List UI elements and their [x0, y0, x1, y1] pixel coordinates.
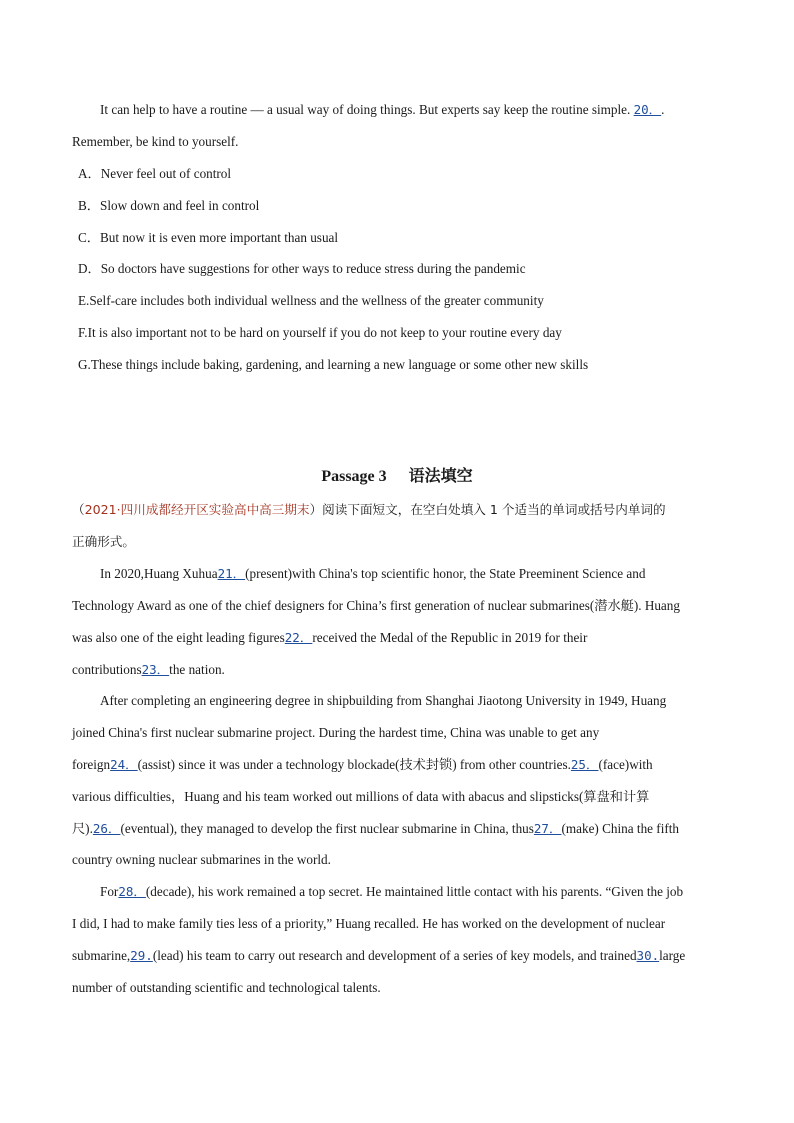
blank-30[interactable]: 30. [636, 948, 660, 963]
option-c[interactable]: C．But now it is even more important than usual [78, 230, 339, 245]
blank-23[interactable]: 23． [141, 662, 170, 677]
passage-line: joined China's first nuclear submarine project. During the hardest time, China was unable to get any [72, 725, 600, 740]
passage-text: (present)with China's top scientific honor, the State Preeminent Science and [245, 566, 646, 581]
passage-text: 尺). [72, 821, 93, 836]
passage-text: (face)with [598, 757, 653, 772]
passage-text: For [100, 884, 119, 899]
passage-line [72, 755, 724, 775]
option-a[interactable]: A．Never feel out of control [78, 166, 232, 181]
blank-29[interactable]: 29. [130, 948, 153, 963]
passage-line: various difficulties，Huang and his team worked out millions of data with abacus and slipsticks(算盘和计算 [72, 789, 650, 804]
passage-text: received the Medal of the Republic in 2019 for their [312, 630, 588, 645]
blank-22[interactable]: 22． [284, 630, 313, 645]
blank-27[interactable]: 27． [533, 821, 562, 836]
passage-text: foreign [72, 757, 111, 772]
blank-28[interactable]: 28． [118, 884, 146, 899]
blank-25[interactable]: 25． [570, 757, 599, 772]
instructions-cont: 正确形式。 [72, 534, 135, 549]
paren: ） [309, 502, 323, 517]
section-title [0, 463, 794, 486]
passage-text: the nation. [169, 662, 225, 677]
passage-text: (eventual), they managed to develop the first nuclear submarine in China, thus [120, 821, 534, 836]
passage-line: number of outstanding scientific and technological talents. [72, 980, 381, 995]
title-cn: 语法填空 [408, 468, 473, 485]
passage-text: In 2020,Huang Xuhua [100, 566, 218, 581]
passage-paragraph: Remember, be kind to yourself. [72, 134, 239, 149]
option-d[interactable]: D．So doctors have suggestions for other ways to reduce stress during the pandemic [78, 261, 526, 276]
instruction-text: 阅读下面短文，在空白处填入 1 个适当的单词或括号内单词的 [322, 502, 666, 517]
blank-21[interactable]: 21． [217, 566, 246, 581]
passage-line: Technology Award as one of the chief designers for China’s first generation of nuclear submarines(潜水艇). Huang [72, 598, 680, 613]
passage-text: It can help to have a routine — a usual way of doing things. But experts say keep the routine simple. [100, 102, 631, 117]
passage-line: After completing an engineering degree in shipbuilding from Shanghai Jiaotong University in 1949, Huang [100, 693, 667, 708]
passage-text: (make) China the fifth [561, 821, 680, 836]
passage-line [72, 660, 724, 680]
option-g[interactable]: G.These things include baking, gardening, and learning a new language or some other new skills [78, 357, 589, 372]
passage-text: (decade), his work remained a top secret. He maintained little contact with his parents. “Given the job [145, 884, 684, 899]
passage-text: (assist) since it was under a technology blockade(技术封锁) from other countries. [137, 757, 571, 772]
passage-text: was also one of the eight leading figures [72, 630, 285, 645]
passage-line [72, 946, 724, 966]
option-e[interactable]: E.Self-care includes both individual wellness and the wellness of the greater community [78, 293, 544, 308]
passage-line [100, 564, 752, 584]
passage-line: country owning nuclear submarines in the world. [72, 852, 331, 867]
passage-line [100, 882, 752, 902]
blank-24[interactable]: 24． [110, 757, 138, 772]
passage-text: . [661, 102, 665, 117]
title-en: Passage 3 [321, 468, 387, 485]
passage-line: I did, I had to make family ties less of a priority,” Huang recalled. He has worked on the development of nuclear [72, 916, 666, 931]
instructions [72, 500, 724, 520]
passage-text: large [659, 948, 686, 963]
source-label: 2021·四川成都经开区实验高中高三期末 [84, 502, 310, 517]
paren: （ [72, 502, 85, 517]
blank-20[interactable]: 20． [633, 102, 662, 117]
option-f[interactable]: F.It is also important not to be hard on yourself if you do not keep to your routine every day [78, 325, 562, 340]
passage-line [72, 628, 724, 648]
passage-text: (lead) his team to carry out research and development of a series of key models, and trained [152, 948, 637, 963]
passage-text: submarine, [72, 948, 131, 963]
passage-line [72, 819, 724, 839]
blank-26[interactable]: 26． [92, 821, 121, 836]
passage-paragraph [100, 100, 752, 120]
passage-text: contributions [72, 662, 142, 677]
option-b[interactable]: B．Slow down and feel in control [78, 198, 260, 213]
